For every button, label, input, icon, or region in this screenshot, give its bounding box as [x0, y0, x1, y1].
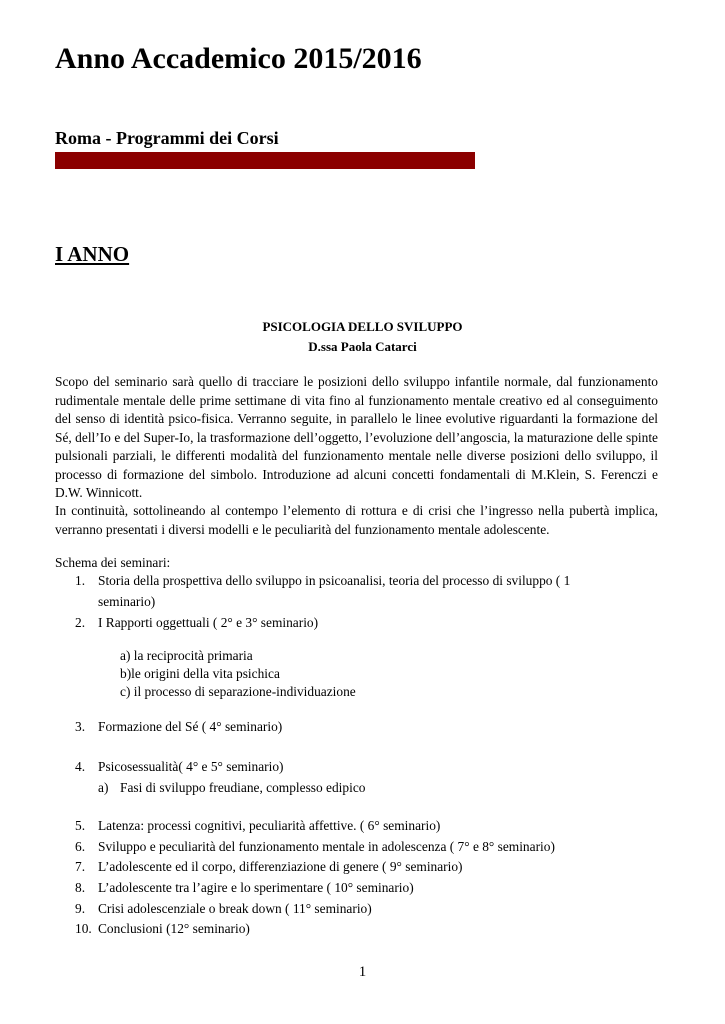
list-item-text: Sviluppo e peculiarità del funzionamento mentale in adolescenza ( 7° e 8° seminario) — [98, 839, 555, 854]
course-description: Scopo del seminario sarà quello di tracciare le posizioni dello sviluppo infantile normale, dal funzionamento rudimentale mentale delle prime settimane di vita fino al funzionamento mentale creativo ed al conseguimento del senso di identità psico-fisica. Verranno seguite, in parallelo le linee evolutive riguardanti la formazione del Sé, dell’Io e del Super-Io, la trasformazione dell’oggetto, l’evoluzione dell’angoscia, la maturazione delle spinte pulsionali parziali, le differenti modalità del funzionamento mentale nelle diverse posizioni dello sviluppo, il processo di formazione del simbolo. Introduzione ad alcuni concetti fondamentali di M.Klein, S. Ferenczi e D.W. Winnicott. — [55, 374, 658, 500]
list-item-text: L’adolescente tra l’agire e lo sperimentare ( 10° seminario) — [98, 880, 414, 895]
sub-list-item: Fasi di sviluppo freudiane, complesso edipico — [120, 780, 366, 795]
list-item-text: Formazione del Sé ( 4° seminario) — [98, 719, 283, 734]
list-item-number: 6. — [75, 839, 86, 854]
sub-list-item: b)le origini della vita psichica — [120, 666, 280, 681]
sub-list-marker: a) — [98, 780, 109, 795]
list-item-number: 5. — [75, 818, 86, 833]
list-item-text: Psicosessualità( 4° e 5° seminario) — [98, 759, 284, 774]
list-item-text: I Rapporti oggettuali ( 2° e 3° seminario) — [98, 615, 319, 630]
page-title: Anno Accademico 2015/2016 — [55, 42, 422, 75]
list-item-number: 4. — [75, 759, 86, 774]
list-item-text: Latenza: processi cognitivi, peculiarità affettive. ( 6° seminario) — [98, 818, 441, 833]
list-item-number: 3. — [75, 719, 86, 734]
list-item-text: Storia della prospettiva dello sviluppo in psicoanalisi, teoria del processo di sviluppo ( 1 — [98, 573, 571, 588]
list-item-number: 10. — [75, 921, 92, 936]
schema-label: Schema dei seminari: — [55, 555, 171, 570]
list-item-number: 1. — [75, 573, 86, 588]
list-item-number: 2. — [75, 615, 86, 630]
page-number: 1 — [358, 964, 367, 980]
list-item-text-continued: seminario) — [98, 594, 156, 609]
list-item-text: Conclusioni (12° seminario) — [98, 921, 250, 936]
course-description-continued: In continuità, sottolineando al contempo l’elemento di rottura e di crisi che l’ingresso nella pubertà implica, verranno presentati i diversi modelli e le peculiarità del funzionamento mentale adolescente. — [55, 503, 658, 537]
list-item-number: 7. — [75, 859, 86, 874]
list-item-text: L’adolescente ed il corpo, differenziazione di genere ( 9° seminario) — [98, 859, 463, 874]
header-color-bar — [55, 152, 475, 169]
list-item-number: 9. — [75, 901, 86, 916]
section-title: I ANNO — [55, 242, 130, 266]
list-item-text: Crisi adolescenziale o break down ( 11° seminario) — [98, 901, 372, 916]
sub-list-item: c) il processo di separazione-individuazione — [120, 684, 356, 699]
course-teacher: D.ssa Paola Catarci — [308, 339, 417, 354]
list-item-number: 8. — [75, 880, 86, 895]
course-title: PSICOLOGIA DELLO SVILUPPO — [262, 319, 463, 334]
page-subtitle: Roma - Programmi dei Corsi — [55, 128, 279, 148]
sub-list-item: a) la reciprocità primaria — [120, 648, 253, 663]
